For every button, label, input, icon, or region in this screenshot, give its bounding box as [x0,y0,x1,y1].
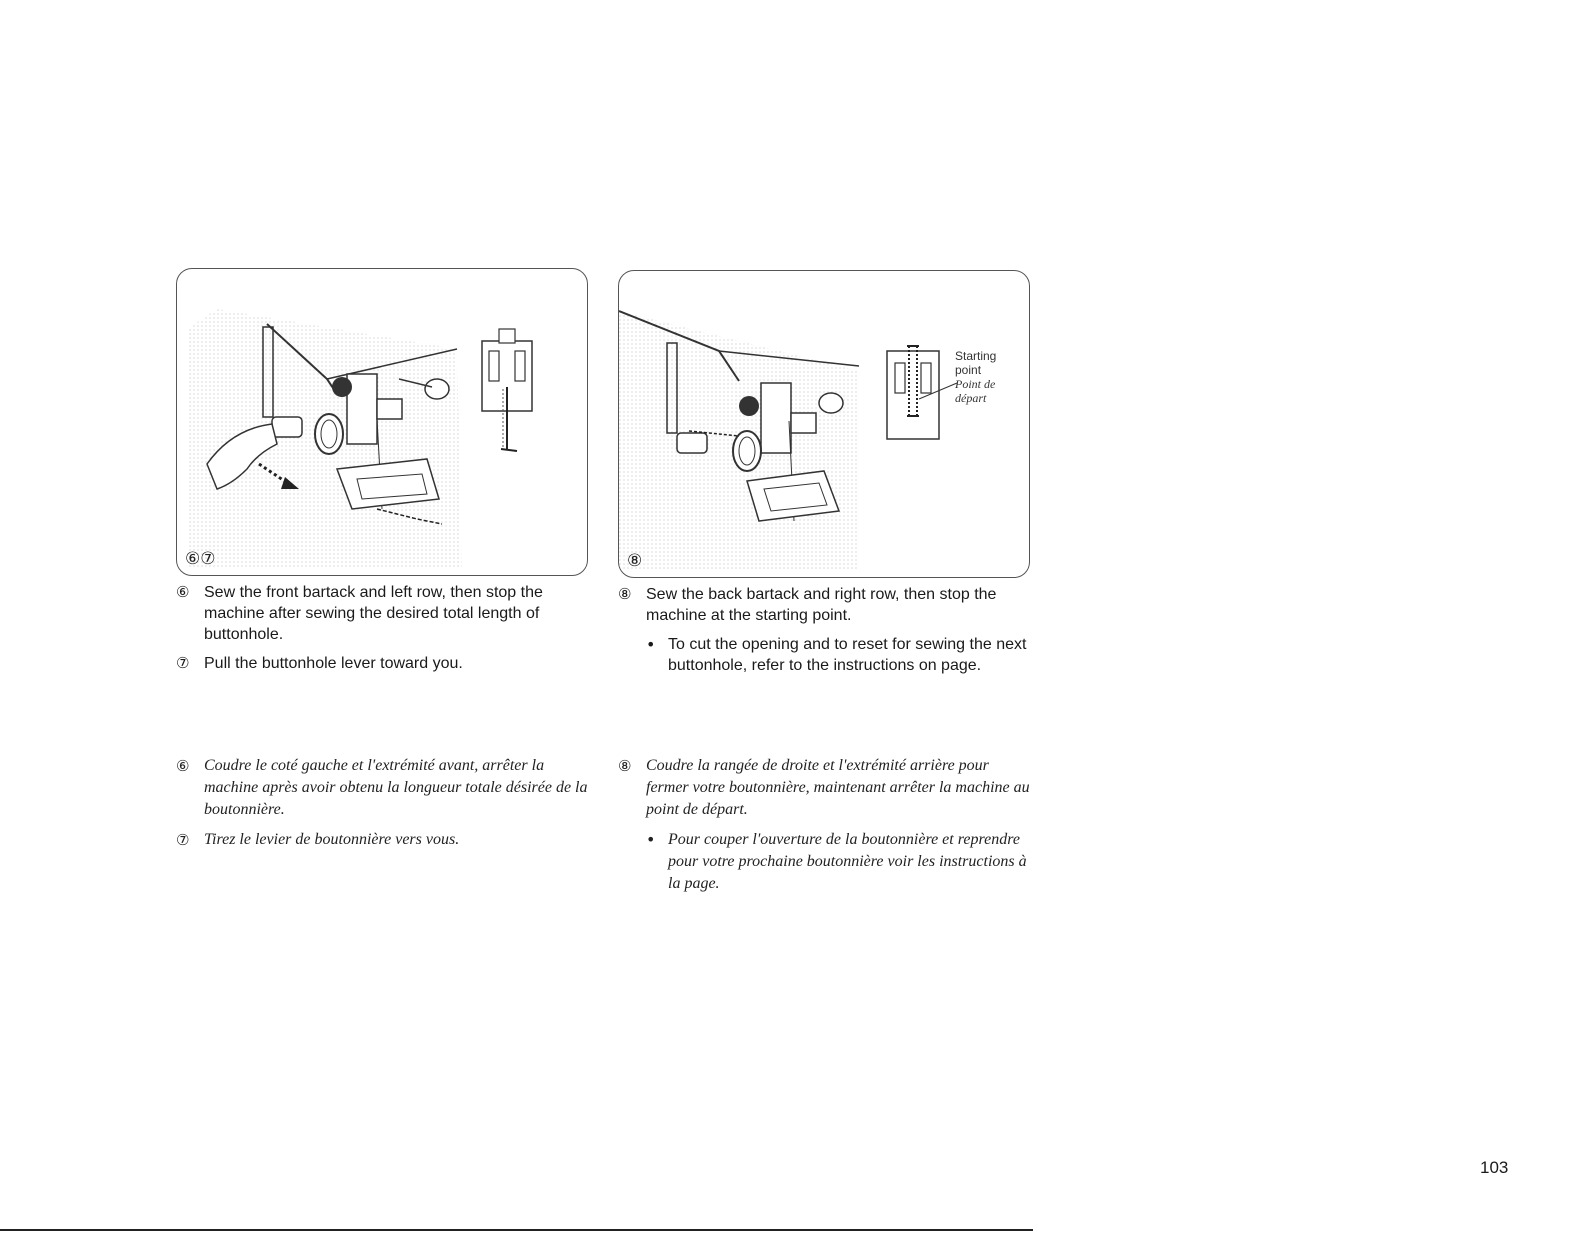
note-text: Pour couper l'ouverture de la boutonnière et reprendre pour votre prochaine boutonnière voir les instructions à la page. [668,831,1027,892]
callout-en: Starting point [955,349,997,377]
instruction-item [176,582,588,645]
step-marker: ⑧ [618,585,632,603]
bullet-marker: • [646,830,656,849]
figure-steps-6-7 [176,268,588,576]
bullet-marker: • [646,635,656,654]
instruction-item [618,584,1030,626]
step-marker: ⑧ [618,757,632,775]
instruction-text: Pull the buttonhole lever toward you. [204,655,463,672]
step-marker: ⑥ [176,757,190,775]
figure-step-8 [618,270,1030,578]
instruction-text: Tirez le levier de boutonnière vers vous. [204,831,460,848]
instruction-text: Coudre la rangée de droite et l'extrémité arrière pour fermer votre boutonnière, maintenant arrêter la machine au point de départ. [646,757,1030,818]
instruction-item [176,755,588,821]
english-right-instructions [618,584,1030,676]
step-marker: ⑥ [176,583,190,601]
step-marker: ⑦ [176,831,190,849]
instruction-item [176,653,588,674]
starting-point-callout [955,349,1025,405]
page-number: 103 [1480,1158,1509,1177]
french-left-instructions [176,755,588,859]
french-right-instructions [618,755,1030,895]
instruction-text: Sew the front bartack and left row, then stop the machine after sewing the desired total length of buttonhole. [204,584,543,643]
sewing-machine-foot-illustration [177,269,587,575]
callout-fr: Point de départ [955,377,996,405]
instruction-text: Sew the back bartack and right row, then stop the machine at the starting point. [646,586,997,624]
step-markers-label: ⑧ [627,551,643,571]
step-marker: ⑦ [176,654,190,672]
step-markers-label: ⑥⑦ [185,549,216,569]
instruction-item [176,829,588,851]
note-text: To cut the opening and to reset for sewing the next buttonhole, refer to the instructions on page. [668,636,1027,674]
note-item [618,829,1030,895]
english-left-instructions [176,582,588,682]
sewing-machine-foot-illustration [619,271,1029,577]
buttonhole-diagram [482,329,532,451]
instruction-text: Coudre le coté gauche et l'extrémité avant, arrêter la machine après avoir obtenu la longueur totale désirée de la boutonnière. [204,757,588,818]
note-item [618,634,1030,676]
bottom-divider [0,1229,1033,1231]
buttonhole-diagram [887,346,957,439]
instruction-item [618,755,1030,821]
